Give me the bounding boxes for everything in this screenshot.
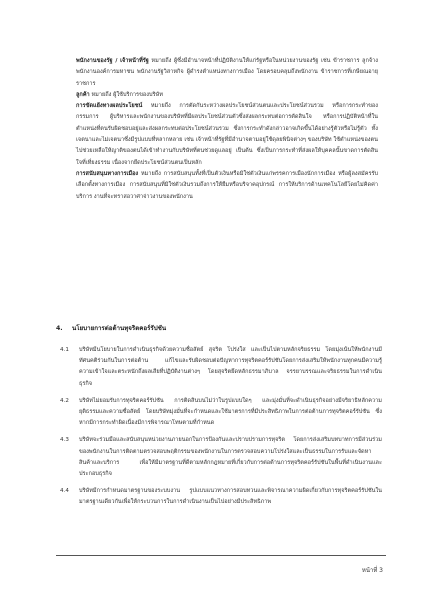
item-text: บริษัทมีการกำหนดมาตรฐานของระบบงาน รูปแบบแนวทางการสอบทวนและพิจารณาความผิดเกี่ยวกับการทุจริตคอร์รัปชันในมาตรฐานเดียวกันเพื่อให้กระบวนการในการดำเนินงานเป็นไปอย่างมีประสิทธิภาพ (79, 488, 382, 506)
section-heading (56, 323, 166, 333)
policy-item (60, 435, 382, 480)
policy-items (60, 345, 382, 515)
definition-term: พนักงานของรัฐ / เจ้าหน้าที่รัฐ (76, 58, 149, 64)
item-number: 4.2 (60, 397, 69, 404)
item-text: บริษัทไม่ยอมรับการทุจริตคอร์รัปชัน การติดสินบนไม่ว่าในรูปแบบใดๆ และมุ่งมั่นที่จะดำเนินธุรกิจอย่างมีจริยาธิหลักความยุติธรรมและความซื่อสัตย์ โดยบริษัทมุ่งมั่นที่จะกำหนดและใช้มาตรการที่มีประสิทธิภาพในการต่อต้านการทุจริตคอร์รัปชัน ซึ่งหากมีการกระทำผิดเนื่องมีการพิจารณาโทษตามที่กำหนด (79, 397, 382, 427)
section-title: นโยบายการต่อต้านทุจริตคอร์รัปชัน (72, 325, 167, 332)
definition-text: หมายถึง ผู้ซึ่งมีอำนาจหน้าที่ปฏิบัติงานให้แก่รัฐหรือในหน่วยงานของรัฐ เช่น ข้าราชการ ลูกจ้าง พนักงานองค์การมหาชน พนักงานรัฐวิสาหกิจ ผู้ดำรงตำแหน่งทางการเมือง โดยครอบคลุมถึงพนักงาน ข้าราชการที่เกษียณอายุราชการ (76, 58, 378, 87)
definitions-block (76, 56, 378, 203)
definition-text: หมายถึง การสนับสนุนทั้งที่เป็นตัวเงินหรือมิใช่ตัวเงินแก่พรรคการเมืองนักการเมือง หรือผู้ลงสมัครรับเลือกตั้งทางการเมือง การสนับสนุนที่มิใช่ตัวเงินรวมถึงการให้ยืมหรือบริจาคอุปกรณ์ การให้บริการด้านเทคโนโลยีโดยไม่คิดค่าบริการ งานที่จะทราสอวาศาจ่าวงานของพนักงาน (76, 170, 379, 200)
policy-item (60, 486, 382, 508)
footer-divider (56, 555, 386, 556)
item-text: บริษัทมีนโยบายในการดำเนินธุรกิจด้วยความซื่อสัตย์ สุจริต โปร่งใส และเป็นไปตามหลักจริยธรรม โดยมุ่งเน้นให้พนักงานมีทัศนคติร่วมกันในการต่อต้าน แก้ไขและรับผิดชอบต่อปัญหาการทุจริตคอร์รัปชันโดยการส่งเสริมให้พนักงานทุกคนมีความรู้ ความเข้าใจและตระหนักถึงผลเสียที่ปฏิบัติงานต่างๆ โดยสุจริตยึดหลักธรรมาภิบาล จรรยาบรรณและจริยธรรมในการดำเนินธุรกิจ (79, 347, 382, 387)
item-text: บริษัทจะร่วมมือและสนับสนุนหน่วยงานภายนอกในการป้องกันและปราบปรามการทุจริต โดยการส่งเสริมบทบาทการมีส่วนร่วมของพนักงานในการติดตามตรวจสอบพฤติกรรมของพนักงานในการตรวจสอบความโปร่งใสและเป็นธรรมในการรับและจัดหาสินค้าและบริการ เพื่อให้มีมาตรฐานที่ดีตามหลักกฎหมายที่เกี่ยวกับการต่อต้านการทุจริตคอร์รัปชันในพื้นที่ดำเนินงานและประกอบธุรกิจ (79, 437, 382, 478)
item-number: 4.3 (60, 437, 69, 444)
page-number: หน้าที่ 3 (361, 567, 383, 574)
item-number: 4.1 (60, 347, 69, 353)
definition-text: หมายถึง ผู้ใช้บริการของบริษัท (91, 91, 163, 98)
definition-paragraph (76, 101, 378, 169)
policy-item (60, 396, 382, 430)
definition-term: การสนับสนุนทางการเมือง (76, 170, 139, 177)
definition-term: ลูกค้า (76, 91, 90, 98)
policy-item (60, 345, 382, 390)
item-number: 4.4 (60, 488, 69, 495)
definition-text: หมายถึง การตัดกันระหว่างผลประโยชน์ส่วนตนและประโยชน์ส่วนรวม หรือการกระทำของ กรรมการ ผู้บริหารและพนักงานของบริษัทที่มีผลประโยชน์ส่วนตัวซึ่งส่งผลกระทบต่อการตัดสินใจ หรือการปฏิบัติหน้าที่ในตำแหน่งที่ตนรับผิดชอบอยู่และส่งผลกระทบต่อประโยชน์ส่วนรวม ซึ่งการกระทำดังกล่าวอาจเกิดขึ้นได้อย่างรู้ตัวหรือไม่รู้ตัว ทั้งเจตนาและไม่เจตนาซึ่งมีรูปแบบที่หลากหลาย เช่น เจ้าหน้าที่รัฐที่มีอำนาจตามอยู่ใช้ดุลยพินิจต่างๆ ของบริษัท ใช้ตำแหน่งของตนไปช่วยเหลือให้ญาติของตนได้เข้าทำงานกับบริษัทที่ตนช่วยดูแลอยู่ เป็นต้น ซึ่งเป็นการกระทำที่ส่งผลให้บุคคลนั้นขาดการตัดสินใจที่เที่ยงธรรม เนื่องจากยึดประโยชน์ส่วนตนเป็นหลัก (76, 103, 378, 166)
definition-paragraph (76, 90, 378, 101)
definition-paragraph (76, 169, 378, 203)
definition-paragraph (76, 56, 378, 90)
section-number: 4. (56, 325, 63, 332)
definition-term: การขัดแย้งทางผลประโยชน์ (76, 103, 143, 110)
